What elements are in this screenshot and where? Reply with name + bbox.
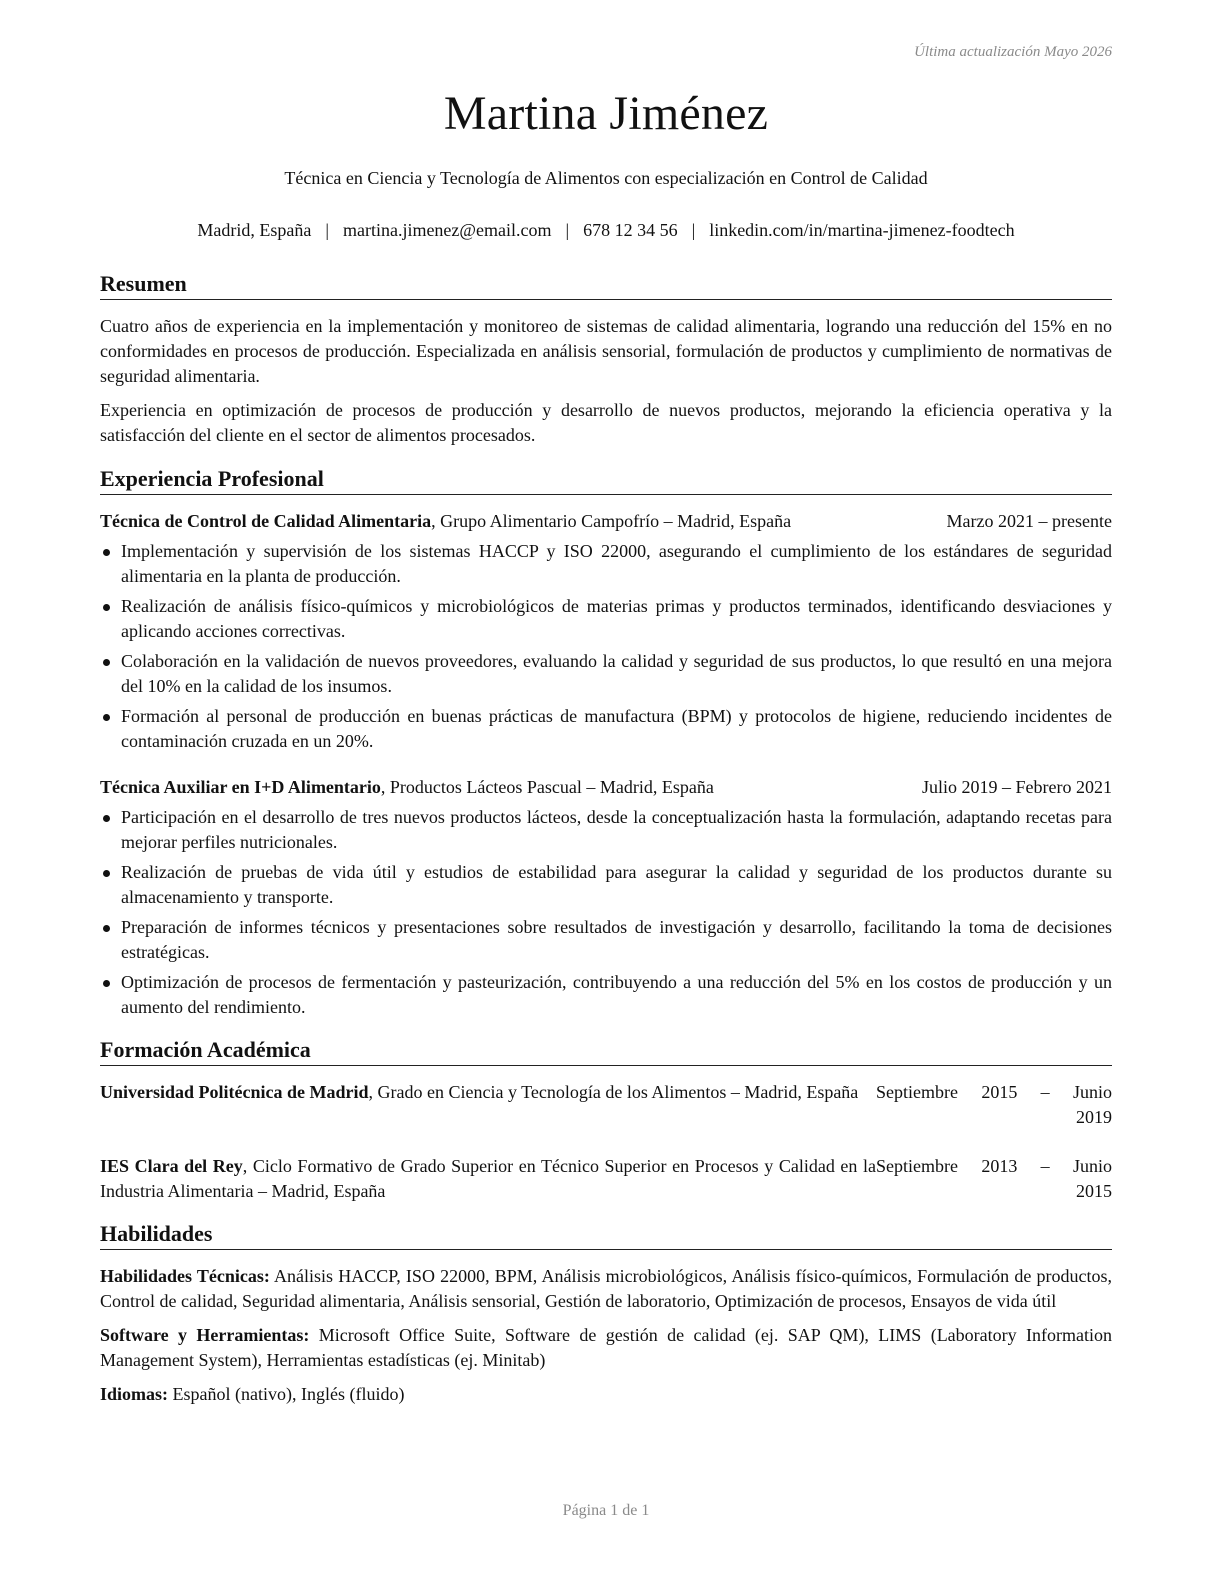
bullet-icon xyxy=(103,714,110,721)
skill-text: Análisis HACCP, ISO 22000, BPM, Análisis microbiológicos, Análisis físico-químicos, Formulación de productos, Control de calidad, Seguridad alimentaria, Análisis sensorial, Gestión de laboratorio, Optimización de procesos, Ensayos de vida útil xyxy=(100,1266,1112,1311)
experience-section xyxy=(100,465,1112,1020)
page-number: Página 1 de 1 xyxy=(562,1502,650,1519)
education-dates: Septiembre 2013 – Junio 2015 xyxy=(876,1156,1112,1201)
list-item: Colaboración en la validación de nuevos proveedores, evaluando la calidad y seguridad de sus productos, lo que resultó en una mejora del 10% en la calidad de los insumos. xyxy=(100,649,1112,699)
section-title-skills: Habilidades xyxy=(100,1220,1112,1250)
contact-linkedin[interactable]: linkedin.com/in/martina-jimenez-foodtech xyxy=(709,220,1015,240)
section-title-summary: Resumen xyxy=(100,270,1112,300)
job-entry xyxy=(100,775,1112,1020)
resume-page xyxy=(100,0,1112,1584)
education-detail: , Grado en Ciencia y Tecnología de los Alimentos – Madrid, España xyxy=(368,1082,859,1102)
skill-text: Microsoft Office Suite, Software de gestión de calidad (ej. SAP QM), LIMS (Laboratory Information Management System), Herramientas estadísticas (ej. Minitab) xyxy=(100,1325,1113,1370)
education-detail: , Ciclo Formativo de Grado Superior en Técnico Superior en Procesos y Calidad en la Industria Alimentaria – Madrid, España xyxy=(100,1156,876,1201)
skill-label: Software y Herramientas: xyxy=(100,1325,310,1345)
job-dates: Julio 2019 – Febrero 2021 xyxy=(922,777,1112,797)
education-institution: Universidad Politécnica de Madrid xyxy=(100,1082,369,1102)
job-company: , Productos Lácteos Pascual – Madrid, España xyxy=(380,777,714,797)
list-item: Realización de pruebas de vida útil y estudios de estabilidad para asegurar la calidad y seguridad de los productos durante su almacenamiento y transporte. xyxy=(100,860,1112,910)
skill-group xyxy=(100,1323,1112,1373)
bullet-icon xyxy=(103,925,110,932)
skill-label: Habilidades Técnicas: xyxy=(100,1266,270,1286)
list-item: Realización de análisis físico-químicos y microbiológicos de materias primas y productos terminados, identificando desviaciones y aplicando acciones correctivas. xyxy=(100,594,1112,644)
education-entry xyxy=(100,1154,1112,1204)
contact-line xyxy=(80,220,1132,241)
education-entry xyxy=(100,1080,1112,1130)
section-title-experience: Experiencia Profesional xyxy=(100,465,1112,495)
list-item: Optimización de procesos de fermentación y pasteurización, contribuyendo a una reducción del 5% en los costos de producción y un aumento del rendimiento. xyxy=(100,970,1112,1020)
summary-paragraph: Cuatro años de experiencia en la implementación y monitoreo de sistemas de calidad alimentaria, logrando una reducción del 15% en no conformidades en procesos de producción. Especializada en análisis sensorial, formulación de productos y cumplimiento de normativas de seguridad alimentaria. xyxy=(100,316,1112,386)
tagline: Técnica en Ciencia y Tecnología de Alimentos con especialización en Control de Calidad xyxy=(284,168,928,188)
bullet-icon xyxy=(103,870,110,877)
last-updated: Última actualización Mayo 2026 xyxy=(914,44,1112,60)
education-institution: IES Clara del Rey xyxy=(100,1156,243,1176)
skill-group xyxy=(100,1264,1112,1314)
skill-group xyxy=(100,1382,1112,1407)
job-header xyxy=(100,775,1112,800)
education-section xyxy=(100,1036,1112,1204)
summary-section xyxy=(100,270,1112,448)
contact-phone: 678 12 34 56 xyxy=(583,220,678,240)
bullet-icon xyxy=(103,549,110,556)
job-role: Técnica Auxiliar en I+D Alimentario xyxy=(100,777,381,797)
skill-text: Español (nativo), Inglés (fluido) xyxy=(168,1384,405,1404)
contact-email[interactable]: martina.jimenez@email.com xyxy=(342,220,552,240)
contact-separator: | xyxy=(325,220,329,240)
skill-label: Idiomas: xyxy=(100,1384,169,1404)
bullet-icon xyxy=(103,815,110,822)
resume-body xyxy=(100,270,1112,1407)
list-item: Participación en el desarrollo de tres nuevos productos lácteos, desde la conceptualización hasta la formulación, adaptando recetas para mejorar perfiles nutricionales. xyxy=(100,805,1112,855)
bullet-icon xyxy=(103,980,110,987)
bullet-icon xyxy=(103,604,110,611)
list-item: Preparación de informes técnicos y presentaciones sobre resultados de investigación y desarrollo, facilitando la toma de decisiones estratégicas. xyxy=(100,915,1112,965)
job-role: Técnica de Control de Calidad Alimentaria xyxy=(100,511,432,531)
job-company: , Grupo Alimentario Campofrío – Madrid, España xyxy=(431,511,792,531)
list-item: Implementación y supervisión de los sistemas HACCP y ISO 22000, asegurando el cumplimiento de los estándares de seguridad alimentaria en la planta de producción. xyxy=(100,539,1112,589)
contact-separator: | xyxy=(565,220,570,240)
summary-paragraph: Experiencia en optimización de procesos de producción y desarrollo de nuevos productos, mejorando la eficiencia operativa y la satisfacción del cliente en el sector de alimentos procesados. xyxy=(100,400,1112,445)
education-dates: Septiembre 2015 – Junio 2019 xyxy=(876,1082,1112,1127)
bullet-icon xyxy=(103,659,110,666)
job-bullets xyxy=(100,539,1112,754)
job-entry xyxy=(100,509,1112,754)
job-dates: Marzo 2021 – presente xyxy=(946,511,1112,531)
job-header xyxy=(100,509,1112,534)
section-title-education: Formación Académica xyxy=(100,1036,1112,1066)
list-item: Formación al personal de producción en buenas prácticas de manufactura (BPM) y protocolos de higiene, reduciendo incidentes de contaminación cruzada en un 20%. xyxy=(100,704,1112,754)
candidate-name: Martina Jiménez xyxy=(443,87,769,140)
contact-location: Madrid, España xyxy=(197,220,312,240)
job-bullets xyxy=(100,805,1112,1020)
contact-separator: | xyxy=(691,220,696,240)
skills-section xyxy=(100,1220,1112,1407)
